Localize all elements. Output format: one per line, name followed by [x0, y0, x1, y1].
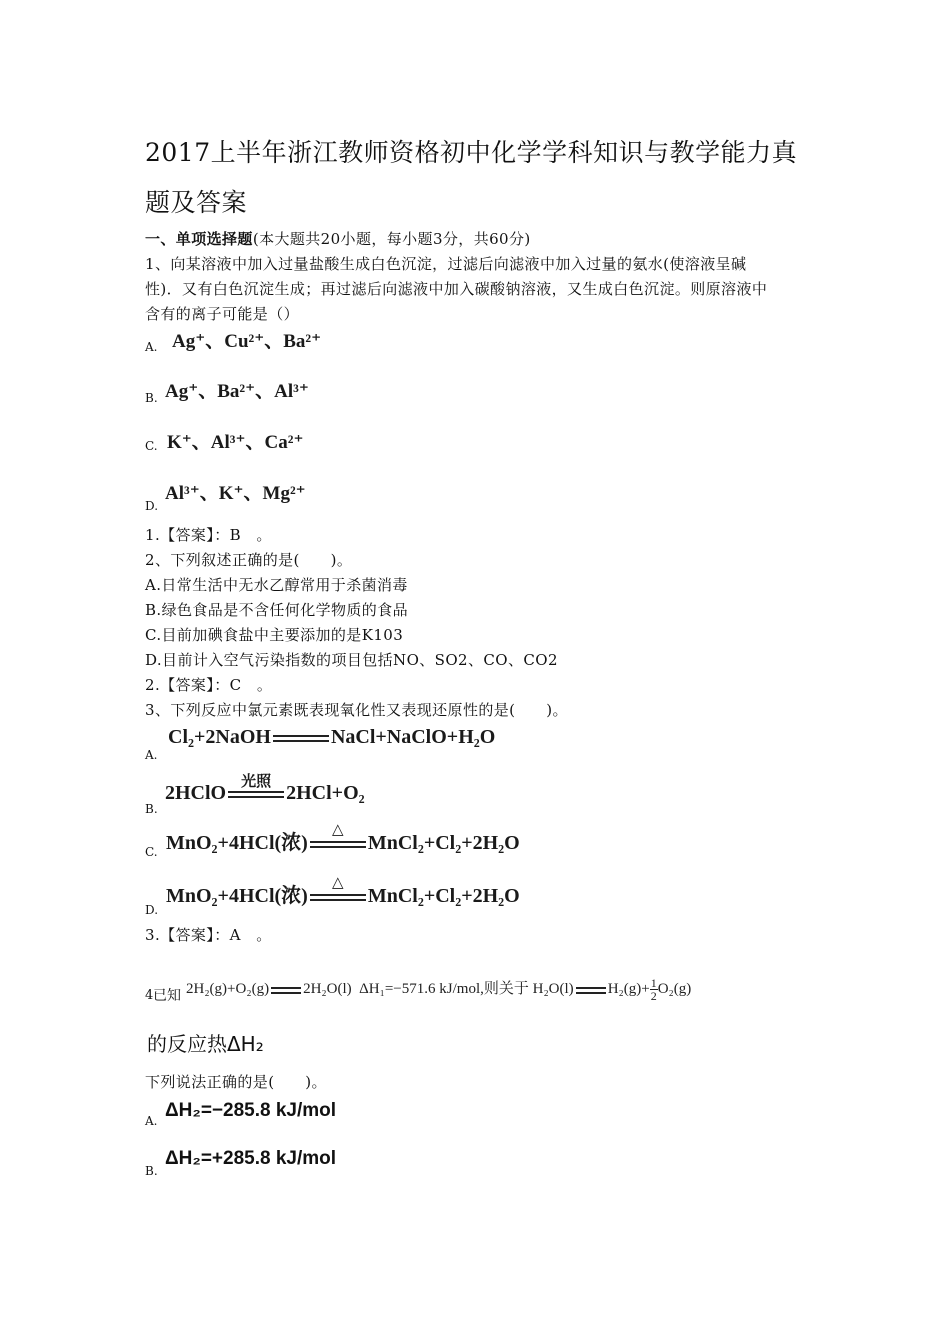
q1-option-a-formula: Ag⁺、Cu²⁺、Ba²⁺ — [172, 331, 322, 352]
q2-stem: 2、下列叙述正确的是( )。 — [145, 551, 353, 569]
q4-number: 4 — [145, 988, 154, 1003]
q3-option-d-label: D. — [145, 903, 159, 917]
section-heading-label: 一、单项选择题 — [145, 230, 253, 248]
q2-option: B.绿色食品是不含任何化学物质的食品 — [145, 601, 408, 619]
equals-sign — [310, 822, 366, 852]
q1-option-d-formula: Al³⁺、K⁺、Mg²⁺ — [165, 483, 306, 504]
equals-sign — [310, 875, 366, 905]
q1-text-line: 性)．又有白色沉淀生成；再过滤后向滤液中加入碳酸钠溶液，又生成白色沉淀。则原溶液中 — [145, 280, 768, 298]
reactants: 2H₂(g)+O₂(g) — [186, 981, 270, 997]
q3-answer: 3.【答案】：A 。 — [145, 926, 272, 944]
q2-option: C.目前加碘食盐中主要添加的是K103 — [145, 626, 404, 644]
q3-option-b-label: B. — [145, 802, 158, 816]
products: 2HCl+O₂ — [286, 782, 365, 804]
q4-given-equation — [186, 977, 691, 1002]
heat-symbol: △ — [332, 822, 344, 839]
q4-option-b-label: B. — [145, 1164, 158, 1178]
q4-option-a-label: A. — [145, 1114, 158, 1128]
q1-text-line: 含有的离子可能是（） — [145, 305, 300, 323]
equals-sign — [576, 982, 606, 998]
page-title-continued: 题及答案 — [145, 188, 248, 217]
products-tail: O₂(g) — [657, 981, 692, 997]
connector-text: ,则关于 — [480, 981, 529, 997]
q1-option-b-label: B. — [145, 391, 158, 405]
q3-option-d-equation — [166, 875, 520, 908]
products: MnCl₂+Cl₂+2H₂O — [367, 832, 520, 854]
q4-stem: 下列说法正确的是( )。 — [145, 1073, 327, 1091]
fraction: $\frac{1}{2}$ — [650, 976, 657, 1004]
q2-option: D.目前计入空气污染指数的项目包括NO、SO2、CO、CO2 — [145, 651, 558, 669]
equals-sign — [228, 774, 284, 802]
page-title: 2017上半年浙江教师资格初中化学学科知识与教学能力真 — [145, 138, 798, 167]
products: H₂(g)+ — [607, 981, 650, 997]
q1-option-c-label: C. — [145, 439, 158, 453]
section-heading-note: (本大题共20小题，每小题3分，共60分) — [252, 230, 531, 248]
q3-option-c-label: C. — [145, 845, 158, 859]
q4-option-b-value: ΔH₂=+285.8 kJ/mol — [165, 1148, 337, 1169]
q1-option-d-label: D. — [145, 499, 159, 513]
q1-option-b-formula: Ag⁺、Ba²⁺、Al³⁺ — [165, 381, 309, 402]
q4-known: 已知 — [153, 988, 181, 1004]
q1-option-a-label: A. — [145, 340, 158, 354]
q1-option-c-formula: K⁺、Al³⁺、Ca²⁺ — [167, 432, 304, 453]
reactants: 2HClO — [165, 782, 227, 804]
q1-answer: 1.【答案】：B 。 — [145, 526, 272, 544]
products: 2H₂O(l) — [303, 981, 352, 997]
section-heading — [145, 228, 531, 249]
q1-text-line: 1、向某溶液中加入过量盐酸生成白色沉淀，过滤后向滤液中加入过量的氨水(使溶液呈碱 — [145, 255, 747, 273]
q3-option-b-equation — [165, 774, 365, 805]
q3-stem: 3、下列反应中氯元素既表现氧化性又表现还原性的是( )。 — [145, 701, 568, 719]
products: MnCl₂+Cl₂+2H₂O — [367, 885, 520, 907]
q4-heat-label: 的反应热ΔH₂ — [147, 1032, 264, 1056]
delta-h1: ΔH₁=−571.6 kJ/mol — [359, 981, 481, 997]
q2-answer: 2.【答案】：C 。 — [145, 676, 273, 694]
q3-option-c-equation — [166, 822, 520, 855]
q2-option: A.日常生活中无水乙醇常用于杀菌消毒 — [145, 576, 408, 594]
reactants: Cl₂+2NaOH — [168, 726, 271, 748]
equals-sign — [271, 982, 301, 998]
condition-label: 光照 — [241, 774, 272, 791]
reactant: H₂O(l) — [532, 981, 574, 997]
products: NaCl+NaClO+H₂O — [330, 726, 496, 748]
q3-option-a-label: A. — [145, 748, 158, 762]
reactants: MnO₂+4HCl(浓) — [166, 832, 308, 854]
q3-option-a-equation — [168, 726, 495, 749]
equals-sign — [273, 730, 329, 746]
reactants: MnO₂+4HCl(浓) — [166, 885, 308, 907]
q4-option-a-value: ΔH₂=−285.8 kJ/mol — [165, 1100, 337, 1121]
heat-symbol: △ — [332, 875, 344, 892]
